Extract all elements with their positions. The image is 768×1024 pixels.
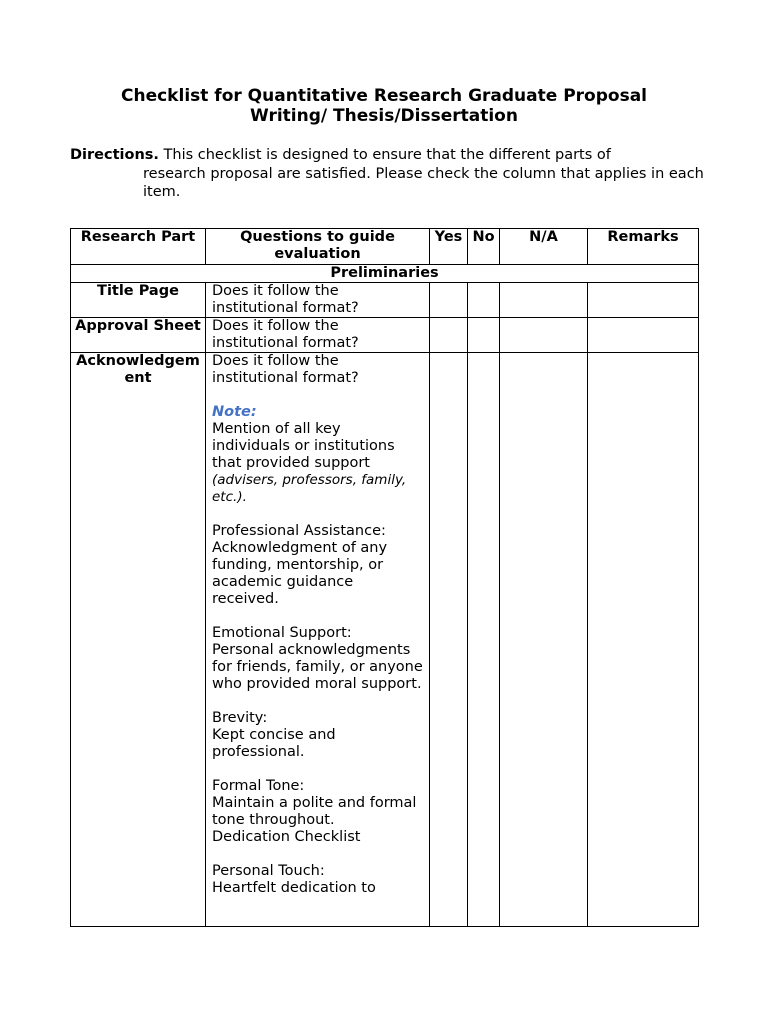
mention-examples: (advisers, professors, family, etc.). <box>212 472 407 505</box>
brevity-heading: Brevity: <box>212 710 268 726</box>
question-cell: Does it follow the institutional format? <box>206 283 430 318</box>
header-research-part: Research Part <box>71 229 206 265</box>
question-text: Does it follow the institutional format? <box>212 353 359 386</box>
table-row <box>71 318 699 353</box>
personal-heading: Personal Touch: <box>212 863 325 879</box>
title-line-2: Writing/ Thesis/Dissertation <box>250 106 518 126</box>
emotional-heading: Emotional Support: <box>212 625 352 641</box>
no-check-cell[interactable] <box>468 353 500 927</box>
yes-check-cell[interactable] <box>430 318 468 353</box>
na-check-cell[interactable] <box>500 353 588 927</box>
yes-check-cell[interactable] <box>430 283 468 318</box>
na-check-cell[interactable] <box>500 318 588 353</box>
yes-check-cell[interactable] <box>430 353 468 927</box>
remarks-cell[interactable] <box>588 318 699 353</box>
table-row <box>71 283 699 318</box>
header-questions: Questions to guide evaluation <box>206 229 430 265</box>
section-preliminaries: Preliminaries <box>71 265 699 283</box>
research-part-cell: Title Page <box>71 283 206 318</box>
na-check-cell[interactable] <box>500 283 588 318</box>
formal-heading: Formal Tone: <box>212 778 305 794</box>
brevity-text: Kept concise and professional. <box>212 727 336 760</box>
formal-text: Maintain a polite and formal tone throughout. <box>212 795 417 828</box>
mention-text: Mention of all key individuals or institutions that provided support <box>212 421 395 471</box>
header-no: No <box>468 229 500 265</box>
research-part-cell: Approval Sheet <box>71 318 206 353</box>
remarks-cell[interactable] <box>588 353 699 927</box>
title-line-1: Checklist for Quantitative Research Graduate Proposal <box>121 86 647 106</box>
directions-label: Directions. <box>70 147 159 163</box>
directions-paragraph <box>70 146 710 202</box>
emotional-text: Personal acknowledgments for friends, family, or anyone who provided moral support. <box>212 642 423 692</box>
no-check-cell[interactable] <box>468 283 500 318</box>
header-na: N/A <box>500 229 588 265</box>
question-cell <box>206 353 430 927</box>
professional-text: Acknowledgment of any funding, mentorship, or academic guidance received. <box>212 540 388 607</box>
remarks-cell[interactable] <box>588 283 699 318</box>
section-row <box>71 265 699 283</box>
checklist-table <box>70 228 699 927</box>
note-label: Note: <box>212 404 257 420</box>
header-remarks: Remarks <box>588 229 699 265</box>
personal-text: Heartfelt dedication to <box>212 880 376 896</box>
no-check-cell[interactable] <box>468 318 500 353</box>
professional-heading: Professional Assistance: <box>212 523 386 539</box>
question-cell: Does it follow the institutional format? <box>206 318 430 353</box>
directions-text: research proposal are satisfied. Please check the column that applies in each item. <box>143 165 704 200</box>
header-yes: Yes <box>430 229 468 265</box>
table-row <box>71 353 699 927</box>
directions-first-line: This checklist is designed to ensure that the different parts of <box>163 147 611 163</box>
document-title <box>60 86 708 126</box>
research-part-cell: Acknowledgement <box>71 353 206 927</box>
header-row <box>71 229 699 265</box>
dedication-heading: Dedication Checklist <box>212 829 361 845</box>
